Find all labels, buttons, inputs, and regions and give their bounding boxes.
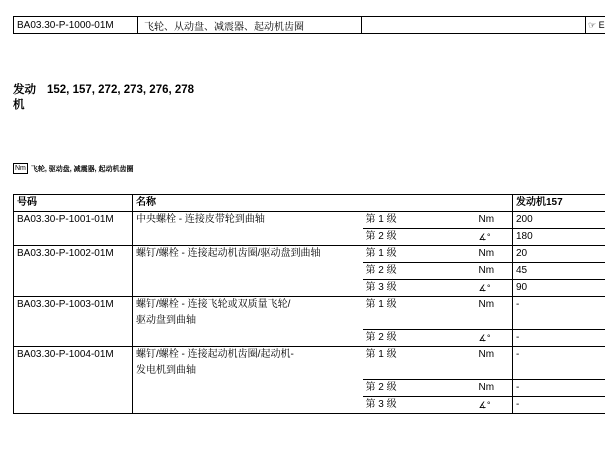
angle-icon: ∡° bbox=[476, 280, 513, 297]
torque-value: 200 bbox=[513, 212, 605, 229]
step-level: 第 2 级 bbox=[363, 330, 476, 347]
part-code[interactable]: BA03.30-P-1002-01M bbox=[14, 246, 133, 297]
part-code[interactable]: BA03.30-P-1003-01M bbox=[14, 297, 133, 347]
part-description-line1: 螺钉/螺栓 - 连接起动机齿圈/起动机- bbox=[136, 349, 294, 360]
torque-nm-icon: Nm bbox=[15, 165, 26, 172]
header-blank-cell bbox=[362, 17, 586, 33]
part-description bbox=[133, 212, 363, 246]
header-code: 号码 bbox=[14, 195, 133, 212]
step-level: 第 2 级 bbox=[363, 380, 476, 397]
step-level: 第 2 级 bbox=[363, 229, 476, 246]
section-title bbox=[13, 163, 134, 174]
table-row bbox=[14, 212, 605, 229]
part-description-line2: 发电机到曲轴 bbox=[136, 365, 196, 376]
torque-value: - bbox=[513, 347, 605, 380]
angle-icon: ∡° bbox=[476, 330, 513, 347]
unit-nm: Nm bbox=[476, 297, 513, 330]
part-description-line1: 中央螺栓 - 连接皮带轮到曲轴 bbox=[136, 214, 265, 225]
engine-codes: 152, 157, 272, 273, 276, 278 bbox=[47, 84, 195, 96]
torque-value: 45 bbox=[513, 263, 605, 280]
reference-link[interactable]: ☞ E bbox=[588, 19, 605, 30]
part-description-line2: 驱动盘到曲轴 bbox=[136, 315, 196, 326]
step-level: 第 1 级 bbox=[363, 246, 476, 263]
step-level: 第 3 级 bbox=[363, 280, 476, 297]
table-row bbox=[14, 297, 605, 330]
unit-nm: Nm bbox=[476, 246, 513, 263]
part-description-line1: 螺钉/螺栓 - 连接飞轮或双质量飞轮/ bbox=[136, 299, 291, 310]
part-description bbox=[133, 347, 363, 414]
part-description bbox=[133, 246, 363, 297]
unit-nm: Nm bbox=[476, 212, 513, 229]
torque-spec-table bbox=[13, 194, 605, 414]
torque-value: - bbox=[513, 380, 605, 397]
torque-value: - bbox=[513, 330, 605, 347]
part-code[interactable]: BA03.30-P-1004-01M bbox=[14, 347, 133, 414]
document-header-bar bbox=[13, 16, 605, 34]
torque-value: - bbox=[513, 297, 605, 330]
engine-label bbox=[13, 83, 41, 113]
unit-nm: Nm bbox=[476, 263, 513, 280]
part-code[interactable]: BA03.30-P-1001-01M bbox=[14, 212, 133, 246]
part-description-line1: 螺钉/螺栓 - 连接起动机齿圈/驱动盘到曲轴 bbox=[136, 248, 321, 259]
step-level: 第 1 级 bbox=[363, 212, 476, 229]
unit-nm: Nm bbox=[476, 347, 513, 380]
table-row bbox=[14, 246, 605, 263]
unit-nm: Nm bbox=[476, 380, 513, 397]
part-description bbox=[133, 297, 363, 347]
torque-value: 20 bbox=[513, 246, 605, 263]
step-level: 第 3 级 bbox=[363, 397, 476, 414]
engine-list bbox=[13, 83, 194, 113]
doc-code: BA03.30-P-1000-01M bbox=[14, 17, 138, 33]
engine-label-line2: 机 bbox=[13, 99, 25, 111]
angle-icon: ∡° bbox=[476, 397, 513, 414]
table-row bbox=[14, 347, 605, 380]
angle-icon: ∡° bbox=[476, 229, 513, 246]
header-name: 名称 bbox=[133, 195, 513, 212]
torque-value: - bbox=[513, 397, 605, 414]
torque-value: 90 bbox=[513, 280, 605, 297]
torque-value: 180 bbox=[513, 229, 605, 246]
step-level: 第 1 级 bbox=[363, 347, 476, 380]
step-level: 第 1 级 bbox=[363, 297, 476, 330]
doc-title: 飞轮、从动盘、减震器、起动机齿圈 bbox=[138, 17, 362, 33]
section-title-text: 飞轮, 驱动盘, 减震器, 起动机齿圈 bbox=[30, 165, 134, 173]
header-engine: 发动机157 bbox=[513, 195, 605, 212]
engine-label-line1: 发动 bbox=[13, 84, 36, 96]
table-header-row bbox=[14, 195, 605, 212]
step-level: 第 2 级 bbox=[363, 263, 476, 280]
